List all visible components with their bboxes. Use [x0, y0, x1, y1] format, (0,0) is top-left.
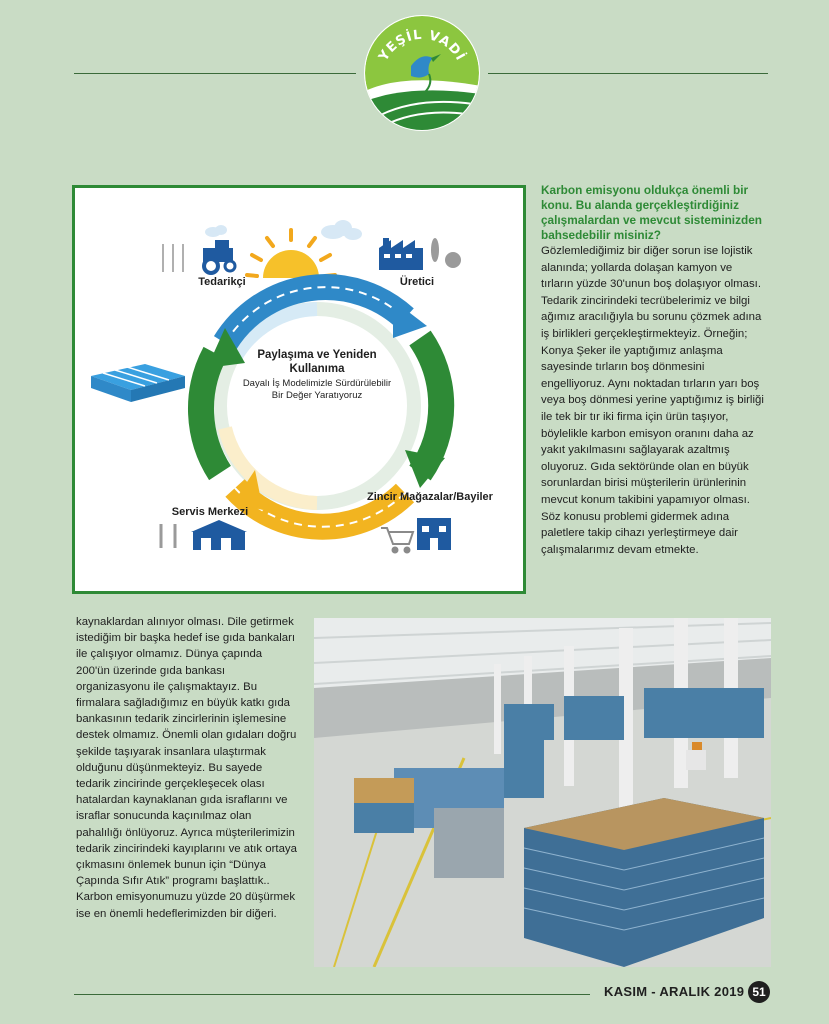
label-servis: Servis Merkezi	[171, 506, 249, 518]
label-tedarikci: Tedarikçi	[198, 276, 246, 288]
cart-icon	[381, 528, 413, 553]
produce-icon	[431, 238, 461, 268]
diagram-center-text	[237, 348, 397, 402]
header-rule-right	[488, 73, 768, 74]
interview-question: Karbon emisyonu oldukça önemli bir konu. Bu alanda gerçekleştirdiğiniz çalışmalardan ve mevcut sisteminizden bahsedebilir misiniz?	[541, 183, 762, 242]
store-icon	[417, 518, 451, 550]
sun-icon	[247, 230, 335, 278]
svg-text:YEŞİL VADİ: YEŞİL VADİ	[376, 27, 468, 64]
article-left-column	[76, 614, 298, 922]
footer-rule	[74, 994, 590, 995]
page-number: 51	[748, 981, 770, 1003]
label-uretici: Üretici	[399, 276, 435, 288]
center-title: Paylaşıma ve Yeniden Kullanıma	[257, 349, 377, 375]
warehouse-photo	[314, 618, 771, 967]
article-right-column	[541, 183, 766, 558]
center-subtitle: Dayalı İş Modelimizle Sürdürülebilir Bir Değer Yaratıyoruz	[242, 378, 392, 401]
interview-answer: Gözlemlediğimiz bir diğer sorun ise lojistik alanında; yollarda dolaşan kamyon ve tırların yüzde 30'unun boş dolaşıyor olması. Tedarik zincirindeki tecrübelerimiz ve bilgi ağımız aracılığıyla bu sorunu çözmek adına iş birlikleri gerçekleştirmekteyiz. Örneğin; Konya Şeker ile yaptığımız anlaşma sayesinde tırların boş dönmesini engelliyoruz. Aynı noktadan tırların yarı boş veya boş dönmesi yerine yaptığımız iş birliği ile tek bir tır iki firma için ürün taşıyor, böylelikle karbon emisyon oranını daha az yakıt yakılmasını sağlayarak azaltmış oluyoruz. Gıda sektöründe olan en büyük sorunlardan birisi müşterilerin ürünlerinin mevcut konum takibini yapamıyor olması. Söz konusu problemi gidermek adına paletlere takip cihazı yerleştirmeye dair çalışmalarımız devam etmekte.	[541, 245, 764, 556]
factory-icon	[379, 238, 423, 270]
yesil-vadi-logo	[363, 14, 481, 132]
wheat-icon	[163, 244, 183, 272]
tools-icon	[161, 524, 175, 548]
tractor-icon	[203, 240, 235, 273]
label-zincir: Zincir Mağazalar/Bayiler	[367, 491, 493, 503]
warehouse-icon	[191, 520, 247, 550]
business-model-diagram	[72, 185, 526, 594]
cloud-icon	[321, 220, 362, 240]
header-rule-left	[74, 73, 356, 74]
issue-date: KASIM - ARALIK 2019	[604, 984, 745, 999]
article-continuation: kaynaklardan alınıyor olması. Dile getirmek istediğim bir başka hedef ise gıda bankaları ile çalışıyor olmamız. Dünya çapında 200'ün üzerinde gıda bankası organizasyonu ile çalışmaktayız. Bu firmalara sağladığımız en büyük katkı gıda bankasının tedarik zincirlerinin işlemesine destek olmamız. Önemli olan gıdaları doğru şekilde taşıyarak insanlara ulaştırmak olduğunu düşünmekteyiz. Bu sayede tedarik zincirinde gerçekleşecek olası hatalardan kaynaklanan gıda israflarını ve israflar sonucunda kaçınılmaz olan pahalılığı önlüyoruz. Ayrıca müşterilerimizin tedarik zincirindeki kayıplarını ve atık ortaya çıkmasını önlemek bunun için “Dünya Çapında Sıfır Atık” programı başlattık.. Karbon emisyonumuzu yüzde 20 düşürmek ise en önemli hedeflerimizden bir diğeri.	[76, 616, 297, 920]
pallet-icon	[91, 364, 185, 402]
